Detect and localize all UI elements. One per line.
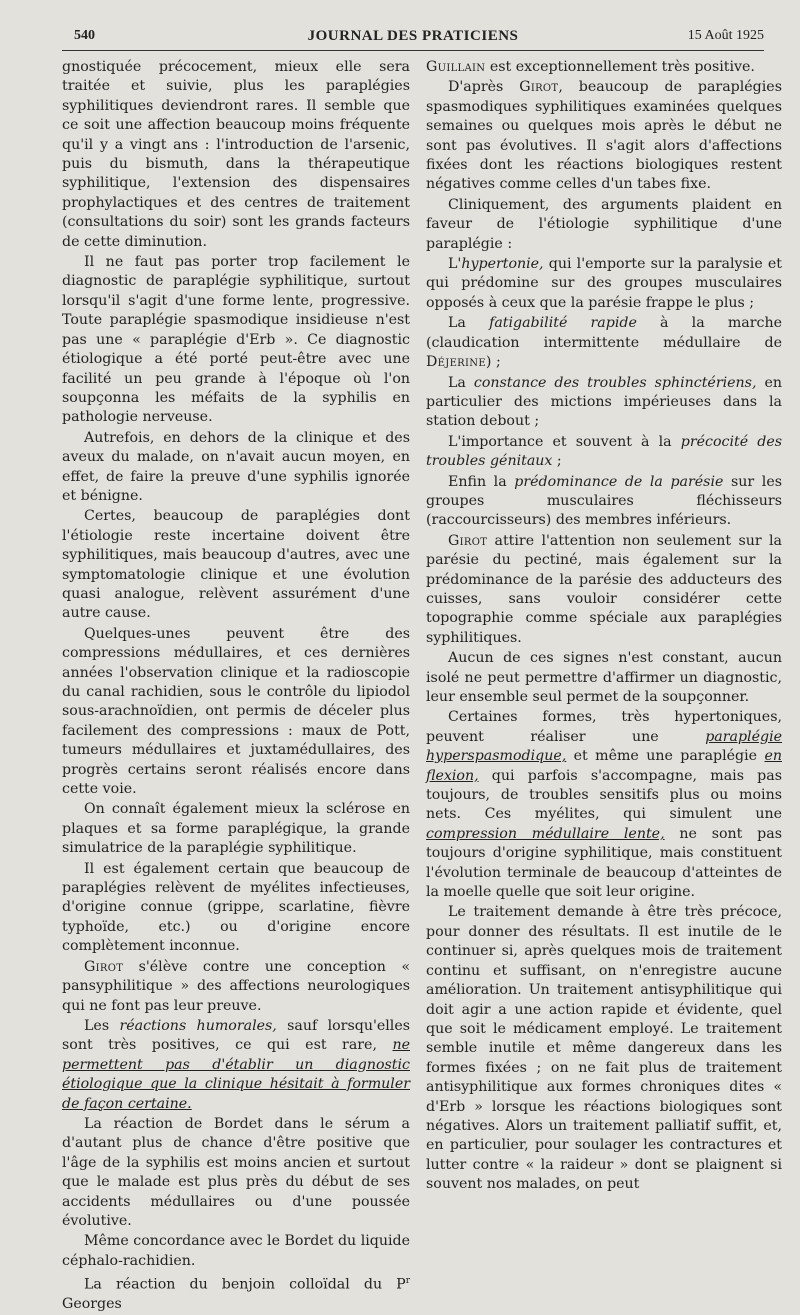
paragraph [62,800,410,858]
paragraph [426,196,782,254]
paragraph [426,532,782,648]
paragraph [426,78,782,194]
emphasized-text: paraplégie hyperspasmodique, [426,728,782,765]
paragraph [426,649,782,707]
paragraph [426,903,782,1194]
author-name: Guillain [426,59,486,75]
text-run: s'élève contre une conception « pansyphilitique » des affections neurologiques qui ne font pas leur preuve. [62,958,410,1014]
page-number: 540 [74,28,95,43]
text-run: Le traitement demande à être très précoce, pour donner des résultats. Il est inutile de le continuer si, après quelques mois de traitement continu et suffisant, on n'enregistre aucune amélioration. Un traitement antisyphilitique qui doit agir a une action rapide et évidente, quel que soit le médicament employé. Le traitement semble inutile et même dangereux dans les formes fixées ; on ne fait plus de traitement antisyphilitique aux formes chroniques dites « d'Erb » lorsque les réactions biologiques sont négatives. Alors un traitement palliatif suffit, et, en particulier, pour soulager les contractures et lutter contre « la raideur » dont se plaignent si souvent nos malades, on peut [426,904,782,1193]
paragraph [62,253,410,428]
author-name: Déjerine [426,354,486,371]
emphasized-text: prédominance de la parésie [514,473,724,490]
text-run: L' [448,256,462,273]
text-run: , beaucoup de paraplégies spasmodiques syphilitiques examinées quelques semaines ou quelques mois après le début ne sont pas évolutives. Il s'agit alors d'affections fixées dont les réactions biologiques restent négatives comme celles d'un tabes fixe. [426,79,782,193]
text-run: attire l'attention non seulement sur la parésie du pectiné, mais également sur la prédominance de la parésie des adducteurs des cuisses, sans vouloir considérer cette topographie comme spéciale aux paraplégies syphilitiques. [426,532,782,646]
author-name: Girot [448,532,488,549]
text-run: Il est également certain que beaucoup de paraplégies relèvent de myélites infectieuses, d'origine connue (grippe, scarlatine, fièvre typhoïde, etc.) ou d'origine encore complètement inconnue. [62,860,410,955]
text-run: ; [552,453,562,470]
emphasized-text: réactions humorales, [119,1017,277,1034]
text-run: Quelques-unes peuvent être des compressions médullaires, et ces dernières années l'observation clinique et la radioscopie du canal rachidien, sous le contrôle du lipiodol sous-arachnoïdien, ont permis de déceler plus facilement des compressions : maux de Pott, tumeurs médullaires et juxtamédullaires, des progrès certains seront réalisés encore dans cette voie. [62,625,410,798]
author-name: Girot [519,79,559,96]
emphasized-text: en flexion, [426,748,782,784]
emphasized-text: compression médullaire lente, [426,825,665,842]
text-run: La réaction du benjoin colloïdal du P [84,1276,406,1293]
text-run: sauf lorsqu'elles sont très positives, ce qui est rare, [62,1017,411,1054]
paragraph [426,433,782,472]
emphasized-text: fatigabilité rapide [489,315,637,332]
text-run: On connaît également mieux la sclérose en plaques et sa forme paraplégique, la grande simulatrice de la paraplégie syphilitique. [62,801,410,857]
text-run: Il ne faut pas porter trop facilement le diagnostic de paraplégie syphilitique, surtout lorsqu'il s'agit d'une forme lente, progressive. Toute paraplégie spasmodique insidieuse n'est pas une « paraplégie d'Erb ». Ce diagnostic étiologique a été porté peut-être avec une facilité un peu grande à l'époque où l'on soupçonna les méfaits de la syphilis en pathologie nerveuse. [62,254,410,426]
text-run: La réaction de Bordet dans le sérum a d'autant plus de chance d'être positive que l'âge de la syphilis est moins ancien et surtout que le malade est plus près du début de ses accidents médullaires ou d'une poussée évolutive. [62,1115,410,1229]
issue-date: 15 Août 1925 [687,28,764,43]
text-run: à la marche (claudication intermittente médullaire de [426,315,782,351]
text-run: La [448,374,474,391]
emphasized-text: ne permettent pas d'établir un diagnostic étiologique que la clinique hésitait à formuler de façon certaine. [62,1037,410,1112]
text-run: Certes, beaucoup de paraplégies dont l'étiologie reste incertaine doivent être syphilitiques, mais beaucoup d'autres, avec une symptomatologie clinique et une évolution quasi analogue, relèvent assurément d'une autre cause. [62,508,410,622]
paragraph-continuation [62,58,410,252]
paragraph [62,625,410,800]
emphasized-text: précocité des troubles génitaux [426,433,782,470]
journal-title: JOURNAL DES PRATICIENS [307,28,519,44]
text-run: ) ; [485,354,501,371]
running-header [62,26,764,51]
paragraph [62,1272,410,1315]
paragraph [62,1017,410,1114]
paragraph [62,958,410,1016]
paragraph [426,708,782,902]
text-run: est exceptionnellement très positive. [485,59,755,75]
left-text-column [62,58,411,1313]
text-run: Aucun de ces signes n'est constant, aucun isolé ne peut permettre d'affirmer un diagnostic, leur ensemble seul permet de la soupçonner. [426,650,782,705]
paragraph [426,473,782,531]
text-run: Même concordance avec le Bordet du liquide céphalo-rachidien. [62,1233,410,1269]
paragraph [62,507,410,623]
paragraph [62,1232,410,1271]
paragraph [62,860,410,957]
emphasized-text: hypertonie, [461,256,544,273]
text-run: Certaines formes, très hypertoniques, peuvent réaliser une [426,709,782,745]
text-run: en particulier des mictions impérieuses dans la station debout ; [426,374,783,430]
paragraph [62,429,410,507]
text-run: Enfin la [448,473,515,490]
paragraph [62,1115,410,1231]
text-run: ne sont pas toujours d'origine syphilitique, mais constituent l'évolution terminale de beaucoup d'atteintes de la moelle quelle que soit leur origine. [426,825,782,901]
paragraph [426,255,782,313]
superscript-text: r [405,1276,410,1287]
paragraph-continuation [426,58,782,77]
text-run: qui parfois s'accompagne, mais pas toujours, de troubles sensitifs plus ou moins nets. Ces myélites, qui simulent une [426,767,782,823]
text-run: qui l'emporte sur la paralysie et qui prédomine sur des groupes musculaires opposés à ceux que la parésie frappe le plus ; [426,256,782,311]
text-run: et même une paraplégie [566,748,765,765]
emphasized-text: constance des troubles sphinctériens, [473,374,757,391]
text-run: Autrefois, en dehors de la clinique et des aveux du malade, on n'avait aucun moyen, en effet, de faire la preuve d'une syphilis ignorée et bénigne. [62,429,410,504]
text-run: La [448,315,490,332]
text-run: D'après [448,79,520,96]
right-text-column [426,58,783,1193]
text-run: Cliniquement, des arguments plaident en faveur de l'étiologie syphilitique d'une paraplégie : [426,196,782,252]
author-name: Girot [84,958,124,975]
paragraph [426,314,782,372]
paragraph [426,374,782,432]
text-run: Georges [62,1296,122,1313]
text-run: sur les groupes musculaires fléchisseurs (raccourcisseurs) des membres inférieurs. [426,473,782,529]
text-run: Les [84,1017,120,1034]
text-run: gnostiquée précocement, mieux elle sera traitée et suivie, plus les paraplégies syphilitiques deviendront rares. Il semble que ce soit une affection beaucoup moins fréquente qu'il y a vingt ans : l'introduction de l'arsenic, puis du bismuth, dans la thérapeutique syphilitique, l'extension des dispensaires prophylactiques et des centres de traitement (consultations du soir) sont les grands facteurs de cette diminution. [62,59,410,250]
text-run: L'importance et souvent à la [448,433,681,450]
